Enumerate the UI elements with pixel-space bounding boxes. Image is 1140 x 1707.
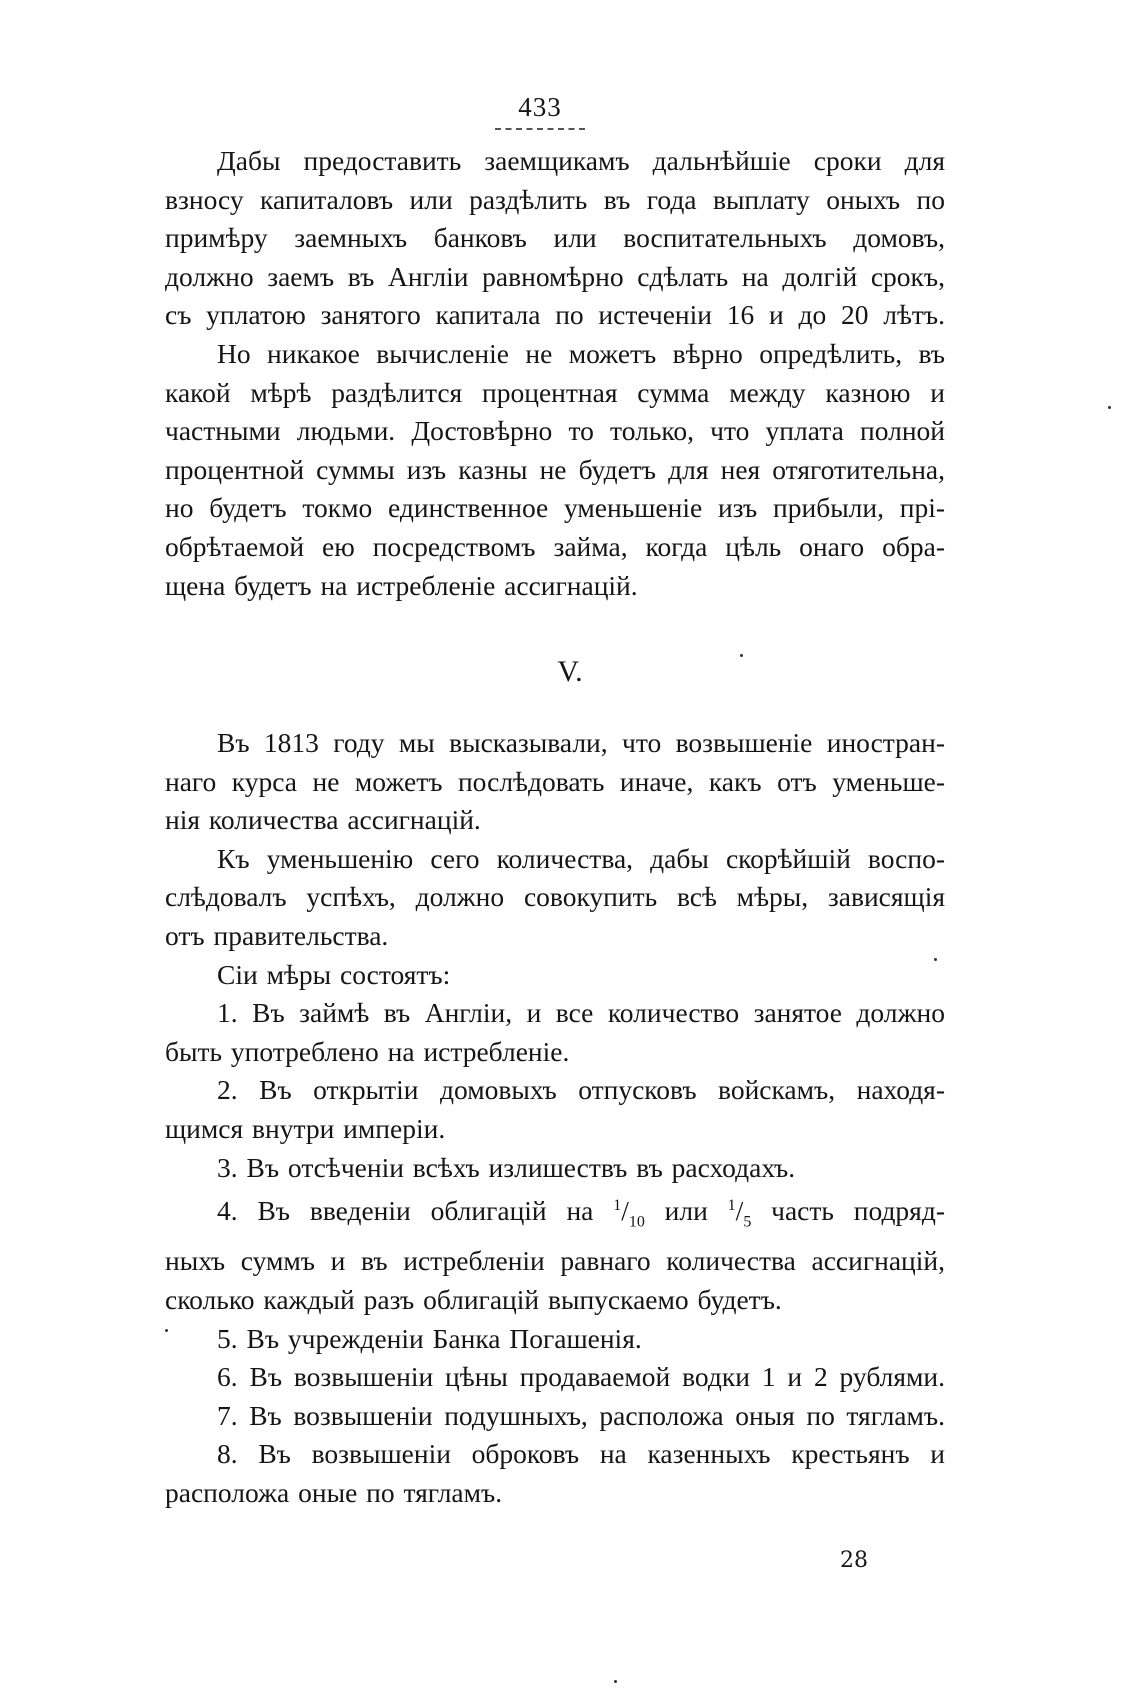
scan-speck — [614, 1680, 617, 1683]
text-line: Къ уменьшенію сего количества, дабы скорѣйшій воспо- — [217, 842, 945, 874]
text-line: щена будетъ на истребленіе ассигнацій. — [165, 569, 638, 601]
text-line-with-fractions: 4. Въ введеніи облигацій на $^1/_{10}$ или $^1/_5$ часть подряд- — [217, 1195, 945, 1231]
page-number-rule — [495, 128, 585, 130]
text-line: слѣдовалъ успѣхъ, должно совокупить всѣ мѣры, зависящія — [165, 881, 945, 913]
text-line: какой мѣрѣ раздѣлится процентная сумма между казною и — [165, 376, 945, 408]
text-line: 3. Въ отсѣченіи всѣхъ излишествъ въ расходахъ. — [217, 1151, 796, 1183]
scan-speck — [740, 654, 743, 657]
measure-1 — [165, 994, 945, 1071]
text-segment: 4. Въ введеніи облигацій на — [217, 1195, 614, 1227]
paragraph-2 — [165, 335, 945, 605]
measure-4 — [165, 1187, 945, 1319]
fraction-numerator: 1 — [727, 1197, 736, 1215]
text-line: расположа оные по тягламъ. — [165, 1476, 503, 1508]
paragraph-4 — [165, 840, 945, 956]
text-line: взносу капиталовъ или раздѣлить въ года выплату оныхъ по — [165, 183, 945, 215]
text-line: быть употреблено на истребленіе. — [165, 1035, 570, 1067]
section-1-text — [165, 142, 945, 605]
paragraph-1 — [165, 142, 945, 335]
text-line: Сіи мѣры состоятъ: — [217, 958, 451, 990]
measure-5 — [165, 1320, 945, 1359]
scan-speck — [1108, 406, 1111, 409]
measure-3 — [165, 1149, 945, 1188]
text-line: ныхъ суммъ и въ истребленіи равнаго количества ассигнацій, — [165, 1245, 945, 1277]
fraction-denominator: 10 — [628, 1213, 645, 1231]
paragraph-5 — [165, 956, 945, 995]
measure-7 — [165, 1397, 945, 1436]
text-segment: или — [644, 1195, 728, 1227]
text-line: Въ 1813 году мы высказывали, что возвышеніе иностран- — [217, 727, 945, 758]
text-line: 6. Въ возвышеніи цѣны продаваемой водки 1 и 2 рублями. — [217, 1361, 945, 1393]
section-heading: V. — [557, 655, 583, 688]
text-line: Но никакое вычисленіе не можетъ вѣрно опредѣлить, въ — [217, 337, 945, 369]
text-line: 8. Въ возвышеніи оброковъ на казенныхъ крестьянъ и — [217, 1438, 945, 1470]
signature-mark: 28 — [840, 1548, 868, 1573]
text-line: примѣру заемныхъ банковъ или воспитательныхъ домовъ, — [165, 222, 945, 254]
text-line: частными людьми. Достовѣрно то только, что уплата полной — [165, 415, 945, 447]
measure-2 — [165, 1071, 945, 1148]
text-line: 2. Въ открытіи домовыхъ отпусковъ войскамъ, находя- — [217, 1074, 945, 1106]
fraction-numerator: 1 — [613, 1197, 622, 1215]
section-2-text — [165, 724, 945, 1513]
paragraph-3 — [165, 724, 945, 840]
text-line: 1. Въ займѣ въ Англіи, и все количество занятое должно — [217, 997, 945, 1029]
text-line: обрѣтаемой ею посредствомъ займа, когда цѣль онаго обра- — [165, 530, 945, 562]
page-number: 433 — [518, 92, 562, 122]
text-line: должно заемъ въ Англіи равномѣрно сдѣлать на долгій срокъ, — [165, 260, 945, 292]
text-line: 7. Въ возвышеніи подушныхъ, расположа оныя по тягламъ. — [217, 1399, 945, 1431]
scan-speck — [165, 1329, 168, 1332]
text-line: щимся внутри имперіи. — [165, 1112, 446, 1144]
text-line: нія количества ассигнацій. — [165, 804, 481, 836]
text-line: Дабы предоставить заемщикамъ дальнѣйшіе сроки для — [217, 145, 945, 176]
text-line: сколько каждый разъ облигацій выпускаемо будетъ. — [165, 1283, 782, 1315]
text-line: процентной суммы изъ казны не будетъ для нея отяготительна, — [165, 453, 945, 485]
text-line: отъ правительства. — [165, 919, 389, 951]
measure-6 — [165, 1358, 945, 1397]
measure-8 — [165, 1435, 945, 1512]
fraction-denominator: 5 — [743, 1213, 752, 1231]
scan-speck — [934, 958, 937, 961]
text-line: 5. Въ учрежденіи Банка Погашенія. — [217, 1322, 642, 1354]
text-line: наго курса не можетъ послѣдовать иначе, какъ отъ уменьше- — [165, 765, 945, 797]
text-line: съ уплатою занятого капитала по истеченіи 16 и до 20 лѣтъ. — [165, 299, 945, 331]
text-segment: часть подряд- — [751, 1195, 945, 1227]
text-line: но будетъ токмо единственное уменьшеніе изъ прибыли, прі- — [165, 492, 945, 524]
